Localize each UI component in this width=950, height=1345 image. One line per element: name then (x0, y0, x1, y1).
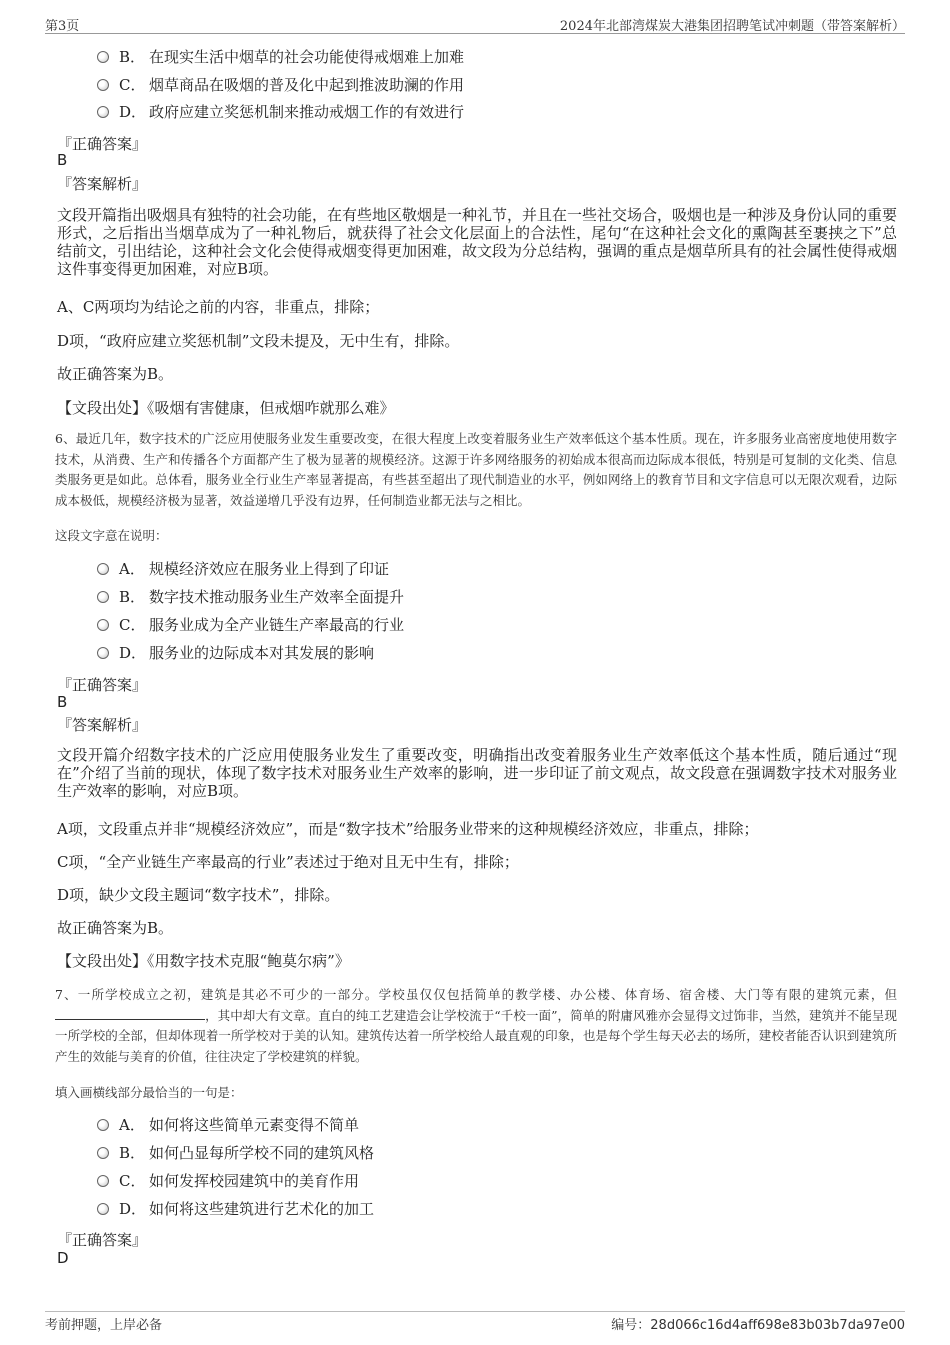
q7-option-d[interactable]: D． 如何将这些建筑进行艺术化的加工 (97, 1199, 374, 1219)
q5-analysis-label: 『答案解析』 (57, 175, 148, 193)
q6-analysis-line: A项，文段重点并非“规模经济效应”，而是“数字技术”给服务业带来的这种规模经济效应，非重点，排除； (57, 820, 759, 838)
q7-option-a[interactable]: A． 如何将这些简单元素变得不简单 (97, 1115, 359, 1135)
document-title: 2024年北部湾煤炭大港集团招聘笔试冲刺题（带答案解析） (559, 19, 905, 34)
q7-answer-label: 『正确答案』 (57, 1231, 148, 1249)
radio-icon[interactable] (97, 79, 109, 91)
q6-analysis-line: D项，缺少文段主题词“数字技术”，排除。 (57, 886, 340, 904)
radio-icon[interactable] (97, 1175, 109, 1187)
page-number: 第3页 (45, 19, 80, 34)
document-code: 编号：28d066c16d4aff698e83b03b7da97e00 (611, 1318, 905, 1333)
q6-analysis-label: 『答案解析』 (57, 716, 148, 734)
radio-icon[interactable] (97, 51, 109, 63)
radio-icon[interactable] (97, 1147, 109, 1159)
q5-option-d[interactable]: D． 政府应建立奖惩机制来推动戒烟工作的有效进行 (97, 102, 464, 122)
q6-option-a[interactable]: A． 规模经济效应在服务业上得到了印证 (97, 559, 389, 579)
header-divider (45, 33, 905, 34)
footer-divider (45, 1311, 905, 1312)
q7-answer: D (57, 1249, 69, 1267)
radio-icon[interactable] (97, 591, 109, 603)
q5-answer: B (57, 151, 68, 169)
q7-prompt: 填入画横线部分最恰当的一句是： (55, 1085, 243, 1100)
radio-icon[interactable] (97, 1119, 109, 1131)
radio-icon[interactable] (97, 563, 109, 575)
q6-option-c[interactable]: C． 服务业成为全产业链生产率最高的行业 (97, 615, 404, 635)
q6-prompt: 这段文字意在说明： (55, 528, 168, 543)
q5-option-b[interactable]: B． 在现实生活中烟草的社会功能使得戒烟难上加难 (97, 47, 464, 67)
radio-icon[interactable] (97, 619, 109, 631)
q6-option-d[interactable]: D． 服务业的边际成本对其发展的影响 (97, 643, 374, 663)
q5-option-c[interactable]: C． 烟草商品在吸烟的普及化中起到推波助澜的作用 (97, 75, 464, 95)
q6-answer-label: 『正确答案』 (57, 676, 148, 694)
q7-option-c[interactable]: C． 如何发挥校园建筑中的美育作用 (97, 1171, 359, 1191)
q5-answer-label: 『正确答案』 (57, 135, 148, 153)
radio-icon[interactable] (97, 647, 109, 659)
radio-icon[interactable] (97, 1203, 109, 1215)
q5-source: 【文段出处】《吸烟有害健康，但戒烟咋就那么难》 (57, 399, 395, 417)
radio-icon[interactable] (97, 106, 109, 118)
q6-option-b[interactable]: B． 数字技术推动服务业生产效率全面提升 (97, 587, 404, 607)
q6-conclusion: 故正确答案为B。 (57, 919, 174, 937)
q5-analysis-line: D项，“政府应建立奖惩机制”文段未提及，无中生有，排除。 (57, 332, 460, 350)
q6-analysis-line: C项，“全产业链生产率最高的行业”表述过于绝对且无中生有，排除； (57, 853, 519, 871)
q7-option-b[interactable]: B． 如何凸显每所学校不同的建筑风格 (97, 1143, 374, 1163)
q6-source: 【文段出处】《用数字技术克服“鲍莫尔病”》 (57, 952, 350, 970)
q5-conclusion: 故正确答案为B。 (57, 365, 174, 383)
fill-blank (55, 1007, 205, 1020)
q7-stem: 7、一所学校成立之初，建筑是其必不可少的一部分。学校虽仅仅包括简单的教学楼、办公楼、体育场、宿舍楼、大门等有限的建筑元素，但，其中却大有文章。直白的纯工艺建造会让学校流于“千校一面”，简单的附庸风雅亦会显得文过饰非，当然，建筑并不能呈现一所学校的全部，但却体现着一所学校对于美的认知。建筑传达着一所学校给人最直观的印象，也是每个学生每天必去的场所，建校者能否认识到建筑所产生的效能与美育的价值，往往决定了学校建筑的样貌。 (55, 987, 897, 1064)
q5-analysis: 文段开篇指出吸烟具有独特的社会功能，在有些地区敬烟是一种礼节，并且在一些社交场合，吸烟也是一种涉及身份认同的重要形式，之后指出当烟草成为了一种礼物后，就获得了社会文化层面上的合法性，尾句“在这种社会文化的熏陶甚至裹挟之下”总结前文，引出结论，这种社会文化会使得戒烟变得更加困难，故文段为分总结构，强调的重点是烟草所具有的社会属性使得戒烟这件事变得更加困难，对应B项。 (57, 206, 898, 278)
q6-stem: 6、最近几年，数字技术的广泛应用使服务业发生重要改变，在很大程度上改变着服务业生产效率低这个基本性质。现在，许多服务业高密度地使用数字技术，从消费、生产和传播各个方面都产生了极为显著的规模经济。这源于许多网络服务的初始成本很高而边际成本很低，特别是可复制的文化类、信息类服务更是如此。总体看，服务业全行业生产率显著提高，有些甚至超出了现代制造业的水平，例如网络上的教育节目和文字信息可以无限次观看，边际成本极低，规模经济极为显著，效益递增几乎没有边界，任何制造业都无法与之相比。 (55, 431, 897, 508)
footer-slogan: 考前押题，上岸必备 (45, 1318, 163, 1333)
q6-analysis: 文段开篇介绍数字技术的广泛应用使服务业发生了重要改变，明确指出改变着服务业生产效率低这个基本性质，随后通过“现在”介绍了当前的现状，体现了数字技术对服务业生产效率的影响，进一步印证了前文观点，故文段意在强调数字技术对服务业生产效率的影响，对应B项。 (57, 746, 897, 800)
q6-answer: B (57, 693, 68, 711)
q5-analysis-line: A、C两项均为结论之前的内容，非重点，排除； (57, 298, 380, 316)
